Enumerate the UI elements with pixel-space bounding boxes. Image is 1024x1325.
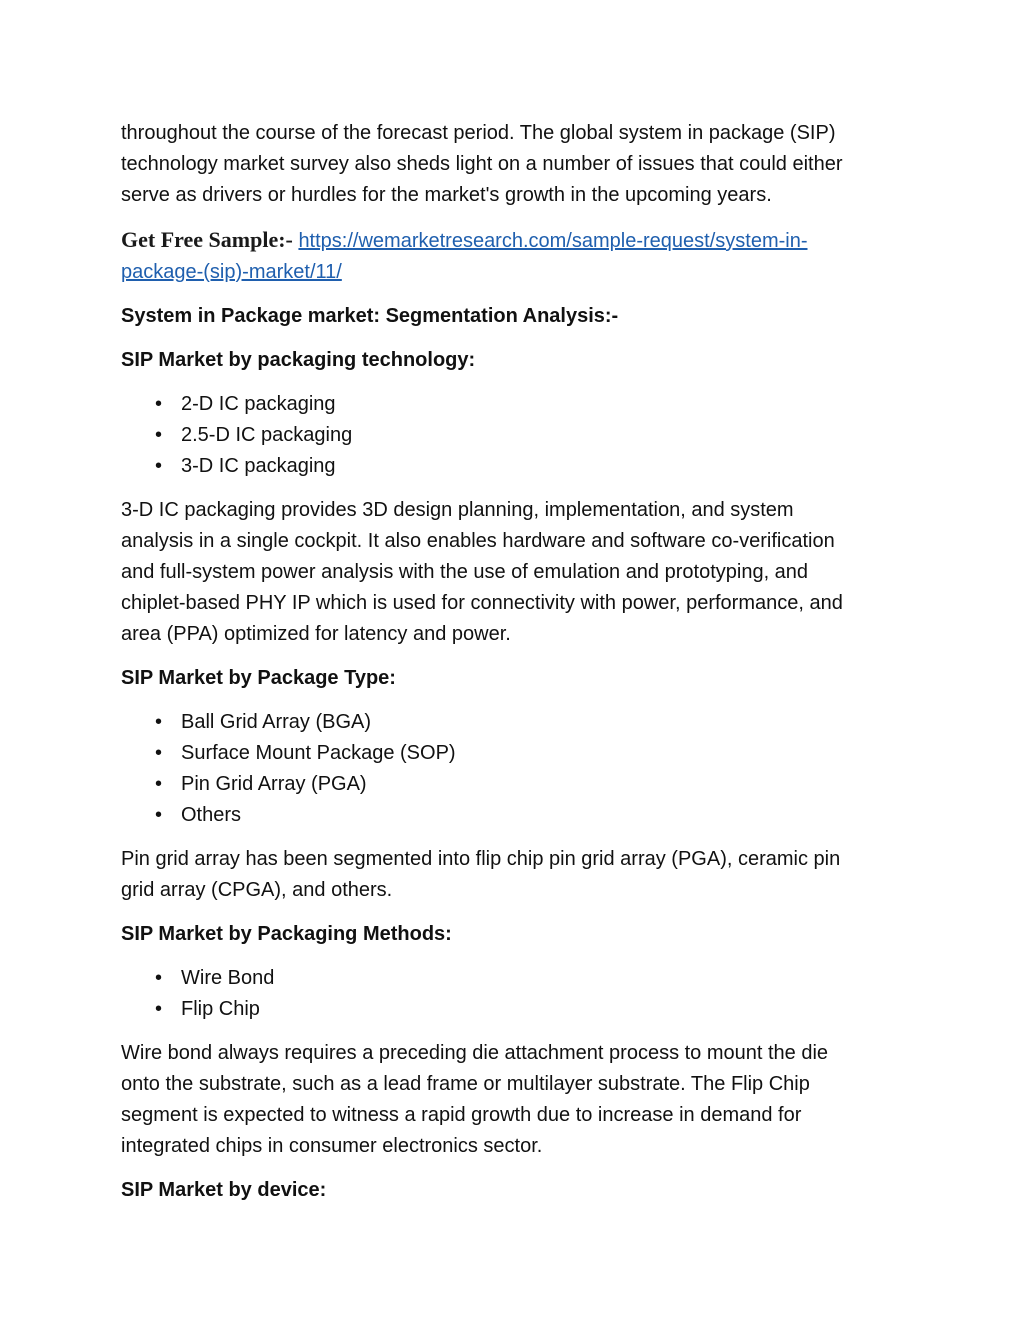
section-heading-device: SIP Market by device: [121,1179,327,1201]
list-item [121,994,921,1025]
package-type-paragraph [121,844,921,906]
list-item [121,420,921,451]
bullet-icon: • [155,998,163,1020]
packaging-methods-paragraph [121,1038,921,1162]
list-item [121,738,921,769]
paragraph-line: integrated chips in consumer electronics sector. [121,1135,543,1157]
intro-line: throughout the course of the forecast period. The global system in package (SIP) [121,122,836,144]
list-item-label: Others [181,804,242,826]
free-sample-label: Get Free Sample:- [121,227,293,252]
list-item-label: 2-D IC packaging [181,393,336,415]
bullet-icon: • [155,804,163,826]
list-item-label: Wire Bond [181,967,275,989]
paragraph-line: chiplet-based PHY IP which is used for connectivity with power, performance, and [121,592,843,614]
paragraph-line: and full-system power analysis with the use of emulation and prototyping, and [121,561,809,583]
free-sample-line [121,224,921,288]
list-item [121,769,921,800]
bullet-icon: • [155,773,163,795]
paragraph-line: Wire bond always requires a preceding die attachment process to mount the die [121,1042,829,1064]
paragraph-line: analysis in a single cockpit. It also enables hardware and software co-verification [121,530,835,552]
intro-paragraph [121,118,921,211]
section-heading-packaging-technology: SIP Market by packaging technology: [121,349,476,371]
list-item [121,800,921,831]
list-item-label: 2.5-D IC packaging [181,424,353,446]
bullet-icon: • [155,455,163,477]
list-item [121,963,921,994]
bullet-icon: • [155,742,163,764]
bullet-icon: • [155,393,163,415]
section-heading-package-type: SIP Market by Package Type: [121,667,396,689]
paragraph-line: 3-D IC packaging provides 3D design planning, implementation, and system [121,499,794,521]
list-item [121,389,921,420]
segmentation-heading: System in Package market: Segmentation Analysis:- [121,305,619,327]
list-item-label: Surface Mount Package (SOP) [181,742,456,764]
packaging-technology-list [121,389,921,482]
list-item-label: Ball Grid Array (BGA) [181,711,372,733]
bullet-icon: • [155,711,163,733]
sample-link-text: package-(sip)-market/11/ [121,261,342,283]
packaging-methods-list [121,963,921,1025]
paragraph-line: onto the substrate, such as a lead frame or multilayer substrate. The Flip Chip [121,1073,810,1095]
list-item [121,451,921,482]
bullet-icon: • [155,967,163,989]
intro-line: serve as drivers or hurdles for the market's growth in the upcoming years. [121,184,772,206]
paragraph-line: Pin grid array has been segmented into flip chip pin grid array (PGA), ceramic pin [121,848,841,870]
section-heading-packaging-methods: SIP Market by Packaging Methods: [121,923,452,945]
paragraph-line: segment is expected to witness a rapid growth due to increase in demand for [121,1104,802,1126]
paragraph-line: area (PPA) optimized for latency and power. [121,623,511,645]
paragraph-line: grid array (CPGA), and others. [121,879,393,901]
list-item [121,707,921,738]
package-type-list [121,707,921,831]
document-page [121,118,921,1219]
list-item-label: 3-D IC packaging [181,455,336,477]
sample-link-text: https://wemarketresearch.com/sample-request/system-in- [298,230,808,252]
list-item-label: Flip Chip [181,998,260,1020]
list-item-label: Pin Grid Array (PGA) [181,773,367,795]
bullet-icon: • [155,424,163,446]
intro-line: technology market survey also sheds light on a number of issues that could either [121,153,843,175]
packaging-technology-paragraph [121,495,921,650]
